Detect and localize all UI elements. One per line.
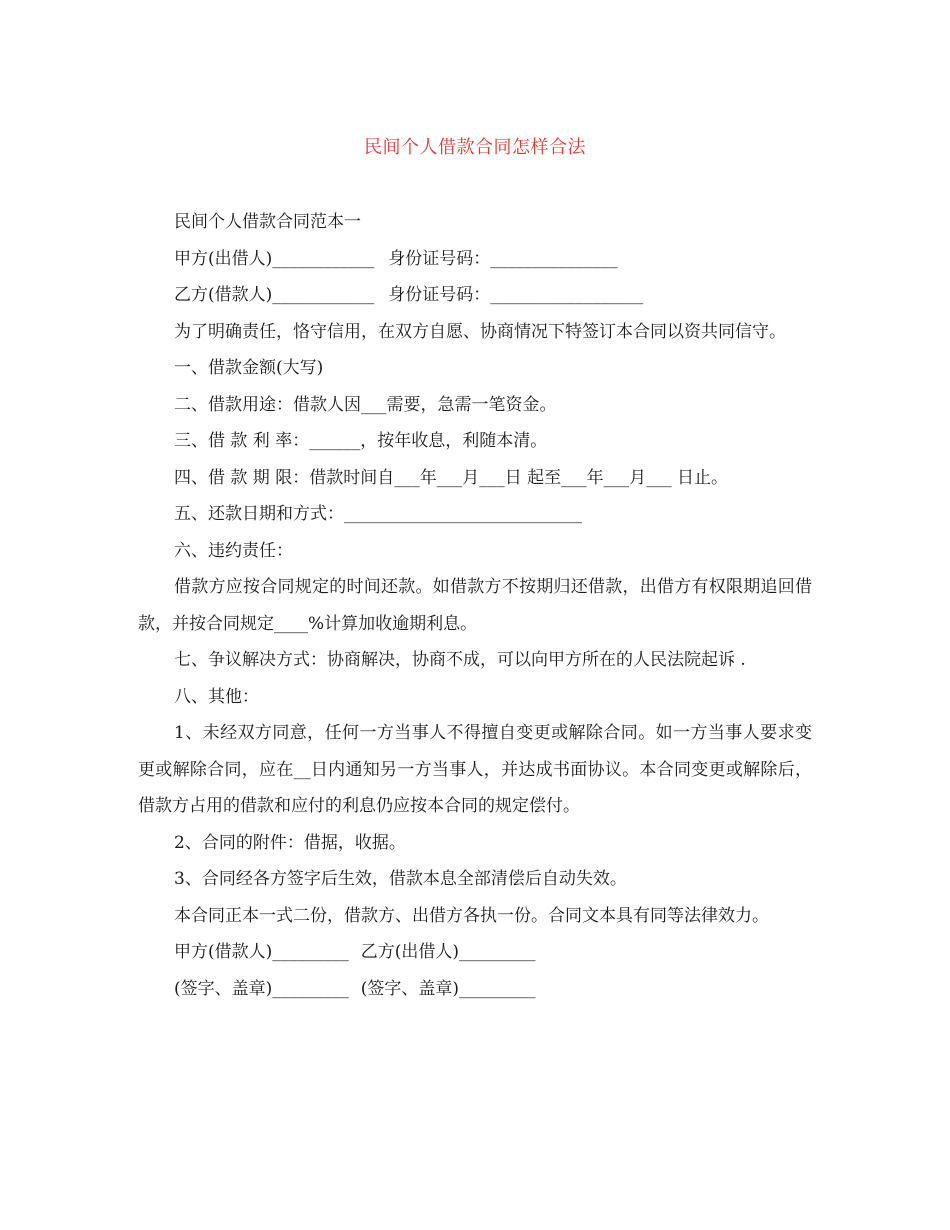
clause-3: 三、借 款 利 率：______，按年收息，利随本清。 [174,431,548,451]
clause-2: 二、借款用途：借款人因___需要，急需一笔资金。 [174,394,557,415]
other-item-1: 1、未经双方同意，任何一方当事人不得擅自变更或解除合同。如一方当事人要求变更或解除合同，应在__日内通知另一方当事人，并达成书面协议。本合同变更或解除后，借款方占用的借款和应付的利息仍应按本合同的规定偿付。 [138,723,812,816]
clause-8: 八、其他： [174,686,259,707]
seal-party-a: (签字、盖章)_________ [174,978,349,999]
clause-7: 七、争议解决方式：协商解决，协商不成，可以向甲方所在的人民法院起诉 . [174,650,746,670]
document-body [138,204,812,1007]
signature-row-2 [138,971,812,1008]
clause-4: 四、借 款 期 限：借款时间自___年___月___日 起至___年___月___ 日止。 [174,467,729,488]
other-item-2: 2、合同的附件：借据，收据。 [174,832,406,853]
party-b-line [138,277,812,314]
clause-1: 一、借款金额(大写) [174,358,324,378]
subtitle: 民间个人借款合同范本一 [174,212,361,232]
document-title: 民间个人借款合同怎样合法 [364,137,586,158]
other-item-3: 3、合同经各方签字后生效，借款本息全部清偿后自动失效。 [174,869,627,889]
signature-party-a: 甲方(借款人)_________ [174,942,349,962]
seal-party-b: (签字、盖章)_________ [360,978,536,999]
party-b-label: 乙方(借款人)____________ [174,285,375,305]
copies-paragraph: 本合同正本一式二份，借款方、出借方各执一份。合同文本具有同等法律效力。 [174,905,769,926]
signature-row-1 [138,934,812,971]
clause-5: 五、还款日期和方式：____________________________ [174,504,582,524]
breach-paragraph: 借款方应按合同规定的时间还款。如借款方不按期归还借款，出借方有权限期追回借款，并按合同规定____%计算加收逾期利息。 [138,577,812,634]
signature-party-b: 乙方(出借人)_________ [360,942,536,962]
party-a-line [138,241,812,278]
party-a-label: 甲方(出借人)____________ [174,248,375,269]
party-b-id-label: 身份证号码：__________________ [388,285,644,305]
clause-6: 六、违约责任： [174,540,293,561]
intro-paragraph: 为了明确责任，恪守信用，在双方自愿、协商情况下特签订本合同以资共同信守。 [174,321,786,342]
party-a-id-label: 身份证号码：_______________ [388,248,618,269]
